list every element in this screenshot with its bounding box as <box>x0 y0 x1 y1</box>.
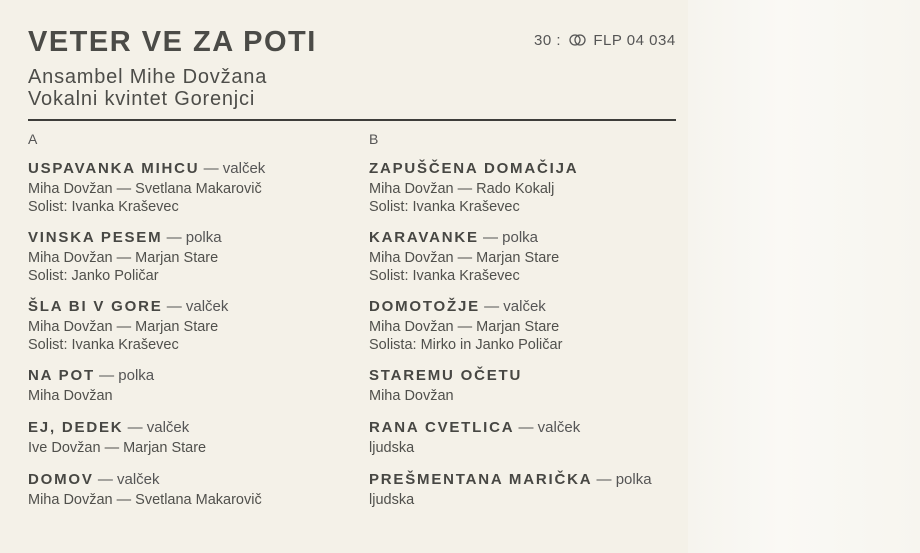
track-genre: — valček <box>518 419 581 436</box>
track-soloist: Solist: Ivanka Kraševec <box>369 268 520 284</box>
track-credits: Miha Dovžan — Rado Kokalj <box>369 181 555 197</box>
track-genre: — polka <box>482 229 539 246</box>
track-credits: ljudska <box>369 440 415 456</box>
track-item <box>369 158 689 227</box>
track-item <box>369 227 689 296</box>
track-genre: — polka <box>166 229 222 246</box>
track-item <box>28 296 348 365</box>
track-title: DOMOTOŽJE <box>369 298 480 315</box>
track-title: NA POT <box>28 367 95 384</box>
track-genre: — valček <box>97 471 160 488</box>
track-soloist: Solist: Ivanka Kraševec <box>28 337 179 353</box>
track-soloist: Solista: Mirko in Janko Poličar <box>369 337 563 353</box>
track-item <box>28 417 348 469</box>
track-credits: Miha Dovžan — Marjan Stare <box>28 319 219 335</box>
track-credits: Ive Dovžan — Marjan Stare <box>28 440 207 456</box>
track-credits: Miha Dovžan <box>28 388 113 404</box>
track-title: USPAVANKA MIHCU <box>28 160 200 177</box>
cassette-insert-card <box>28 0 676 553</box>
track-item <box>369 296 689 365</box>
track-title: STAREMU OČETU <box>369 367 523 384</box>
artist-line-2: Vokalni kvintet Gorenjci <box>28 88 256 110</box>
track-title: RANA CVETLICA <box>369 419 515 436</box>
track-credits: Miha Dovžan — Marjan Stare <box>369 250 560 266</box>
track-soloist: Solist: Janko Poličar <box>28 268 159 284</box>
track-genre: — valček <box>203 160 266 177</box>
header-divider <box>28 119 676 121</box>
track-title: VINSKA PESEM <box>28 229 163 246</box>
track-item <box>369 365 689 417</box>
track-item <box>28 469 348 521</box>
track-title: ZAPUŠČENA DOMAČIJA <box>369 160 579 177</box>
track-title: KARAVANKE <box>369 229 479 246</box>
track-genre: — polka <box>99 367 155 384</box>
track-title: EJ, DEDEK <box>28 419 124 436</box>
track-credits: Miha Dovžan — Marjan Stare <box>28 250 219 266</box>
track-soloist: Solist: Ivanka Kraševec <box>369 199 520 215</box>
track-credits: Miha Dovžan — Svetlana Makarovič <box>28 492 262 508</box>
catalog-code: FLP 04 034 <box>593 32 676 49</box>
track-title: ŠLA BI V GORE <box>28 298 163 315</box>
track-item <box>28 227 348 296</box>
side-b-label: B <box>369 131 379 147</box>
side-a-tracklist <box>28 158 348 521</box>
album-title: VETER VE ZA POTI <box>28 26 317 58</box>
track-item <box>28 365 348 417</box>
track-genre: — polka <box>596 471 652 488</box>
track-item <box>28 158 348 227</box>
track-genre: — valček <box>127 419 190 436</box>
catalog-number <box>534 32 676 49</box>
paper-background-right <box>688 0 920 553</box>
side-b-tracklist <box>369 158 689 521</box>
artist-line-1: Ansambel Mihe Dovžana <box>28 66 268 88</box>
track-soloist: Solist: Ivanka Kraševec <box>28 199 179 215</box>
track-title: PREŠMENTANA MARIČKA <box>369 471 593 488</box>
track-credits: Miha Dovžan — Svetlana Makarovič <box>28 181 262 197</box>
track-credits: Miha Dovžan — Marjan Stare <box>369 319 560 335</box>
track-credits: Miha Dovžan <box>369 388 454 404</box>
stereo-icon <box>569 32 586 49</box>
side-a-label: A <box>28 131 38 147</box>
track-title: DOMOV <box>28 471 94 488</box>
track-item <box>369 417 689 469</box>
track-genre: — valček <box>166 298 229 315</box>
catalog-prefix: 30 : <box>534 32 562 49</box>
track-credits: ljudska <box>369 492 415 508</box>
track-item <box>369 469 689 521</box>
track-genre: — valček <box>484 298 546 315</box>
